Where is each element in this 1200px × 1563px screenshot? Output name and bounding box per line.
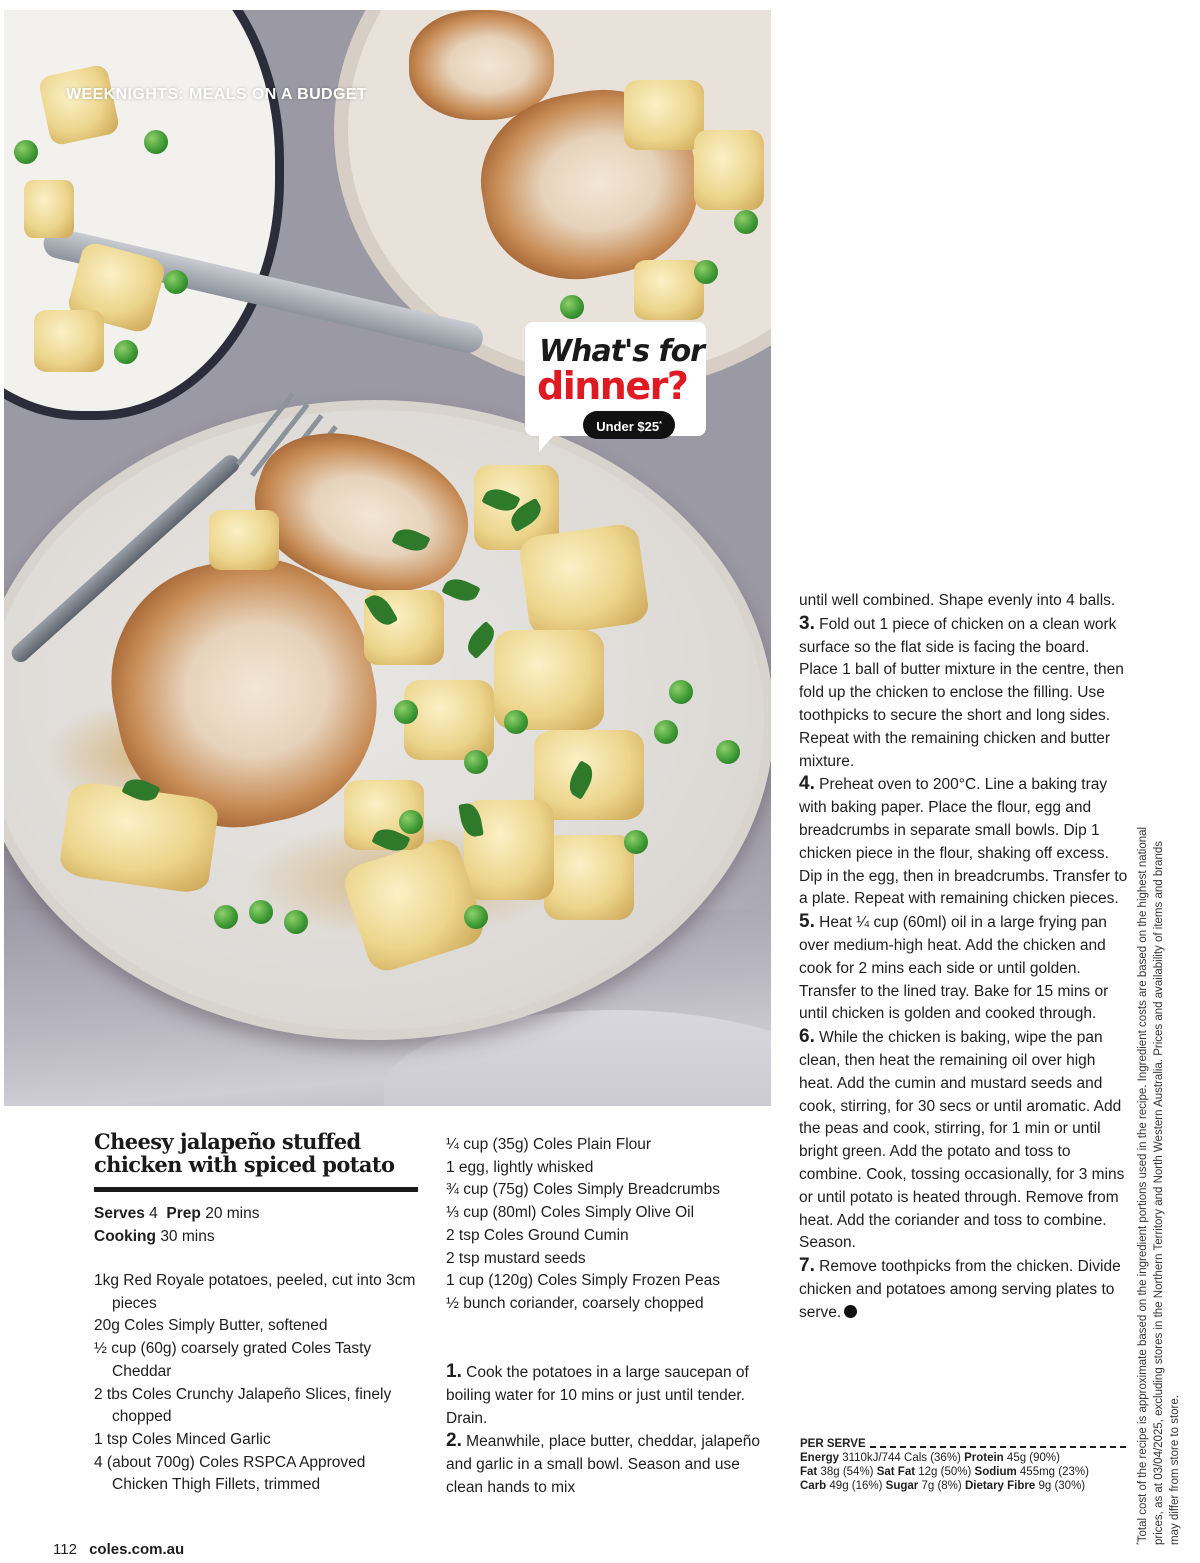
nutrient-label: Carb	[800, 1480, 827, 1492]
price-pill	[583, 411, 675, 439]
serves-label: Serves	[94, 1205, 145, 1222]
pea	[214, 905, 238, 929]
step-text: Fold out 1 piece of chicken on a clean work surface so the flat side is facing the board. Place 1 ball of butter mixture in the centre, then fold up the chicken to enclose the filling. Use toothpicks to secure the short and long sides. Repeat with the remaining chicken and butter mixture.	[799, 615, 1124, 770]
pea	[249, 900, 273, 924]
badge-line-2: dinner?	[537, 364, 688, 408]
nutrient-value: 455mg (23%)	[1019, 1466, 1089, 1478]
nutrition-panel	[800, 1437, 1126, 1493]
site-link[interactable]: coles.com.au	[89, 1541, 185, 1558]
pea	[624, 830, 648, 854]
potato-piece	[34, 310, 104, 372]
pea	[694, 260, 718, 284]
nutrition-heading	[800, 1437, 1126, 1451]
nutrient-value: 49g (16%)	[829, 1480, 883, 1492]
pea	[394, 700, 418, 724]
pea	[114, 340, 138, 364]
nutrition-heading-label: PER SERVE	[800, 1438, 866, 1450]
ingredient-item: 1 egg, lightly whisked	[446, 1158, 594, 1176]
ingredient-item: 20g Coles Simply Butter, softened	[94, 1317, 328, 1335]
ingredient-item: ½ bunch coriander, coarsely chopped	[446, 1294, 704, 1312]
pea	[716, 740, 740, 764]
step-text: Remove toothpicks from the chicken. Divide chicken and potatoes among serving plates to serve.	[799, 1258, 1121, 1321]
method-column-1	[446, 1361, 776, 1500]
nutrient-label: Energy	[800, 1452, 839, 1464]
step-text: Cook the potatoes in a large saucepan of boiling water for 10 mins or just until tender. Drain.	[446, 1364, 749, 1427]
ingredient-item: 1kg Red Royale potatoes, peeled, cut into 3cm pieces	[94, 1272, 416, 1312]
nutrition-row-1	[800, 1451, 1126, 1465]
badge-line-1: What's for	[539, 334, 704, 369]
ingredients-list-2	[446, 1134, 786, 1316]
pea	[464, 905, 488, 929]
page-footer	[53, 1541, 184, 1558]
price-pill-mark: *	[659, 421, 662, 428]
potato-piece	[37, 63, 120, 146]
pea	[464, 750, 488, 774]
pea	[399, 810, 423, 834]
pea	[654, 720, 678, 744]
meta-row-1	[94, 1202, 259, 1225]
ingredient-item: ¾ cup (75g) Coles Simply Breadcrumbs	[446, 1181, 720, 1199]
price-disclaimer	[1132, 825, 1183, 1545]
recipe-title: Cheesy jalapeño stuffed chicken with spiced potato	[94, 1129, 395, 1177]
pea	[144, 130, 168, 154]
stuffed-chicken-slice	[409, 10, 554, 120]
nutrition-row-2	[800, 1465, 1126, 1479]
nutrient-label: Dietary Fibre	[964, 1480, 1036, 1492]
step-number: 5.	[799, 911, 815, 933]
step-number: 7.	[799, 1255, 815, 1277]
title-rule	[94, 1187, 418, 1192]
ingredient-item: 1 cup (120g) Coles Simply Frozen Peas	[446, 1272, 720, 1290]
potato-piece	[209, 510, 279, 570]
method-step-6	[799, 1026, 1129, 1255]
nutrient-value: 9g (30%)	[1038, 1480, 1086, 1492]
step-number: 6.	[799, 1026, 815, 1048]
method-step-5	[799, 911, 1129, 1026]
pea	[560, 295, 584, 319]
pea	[284, 910, 308, 934]
pea	[734, 210, 758, 234]
section-kicker: WEEKNIGHTS: MEALS ON A BUDGET	[66, 86, 368, 103]
disclaimer-mark: *	[1136, 1542, 1143, 1545]
ingredients-list-1	[94, 1270, 424, 1497]
ingredient-item: ¼ cup (35g) Coles Plain Flour	[446, 1136, 652, 1153]
nutrient-label: Sugar	[885, 1480, 919, 1492]
nutrient-label: Fat	[800, 1466, 818, 1478]
whats-for-dinner-badge	[525, 322, 706, 436]
prep-value: 20 mins	[205, 1205, 260, 1222]
meta-row-2	[94, 1225, 259, 1248]
cooking-value: 30 mins	[160, 1228, 215, 1245]
step-text: Preheat oven to 200°C. Line a baking tray with baking paper. Place the flour, egg and breadcrumbs in separate small bowls. Dip 1 chicken piece in the flour, shaking off excess. Dip in the egg, then in breadcrumbs. Transfer to a plate. Repeat with remaining chicken pieces.	[799, 776, 1128, 908]
serves-value: 4	[149, 1205, 158, 1222]
pea	[669, 680, 693, 704]
method-step-3	[799, 613, 1129, 774]
nutrient-label: Sat Fat	[876, 1466, 916, 1478]
nutrient-value: 12g (50%)	[918, 1466, 972, 1478]
method-column-2	[799, 590, 1129, 1325]
potato-piece	[518, 522, 651, 638]
ingredient-item: ½ cup (60g) coarsely grated Coles Tasty Cheddar	[94, 1340, 372, 1380]
ingredient-item: 2 tbs Coles Crunchy Jalapeño Slices, finely chopped	[94, 1385, 392, 1426]
step-text: Meanwhile, place butter, cheddar, jalapeño and garlic in a small bowl. Season and use clean hands to mix	[446, 1433, 761, 1496]
recipe-meta	[94, 1202, 259, 1248]
ingredient-item: 2 tsp mustard seeds	[446, 1249, 586, 1267]
hero-food-photo	[4, 10, 771, 1106]
potato-piece	[24, 180, 74, 238]
nutrient-value: 7g (8%)	[921, 1480, 962, 1492]
ingredient-item: 4 (about 700g) Coles RSPCA Approved Chicken Thigh Fillets, trimmed	[94, 1453, 366, 1494]
step-text: Heat ¼ cup (60ml) oil in a large frying pan over medium-high heat. Add the chicken and cook for 2 mins each side or until golden. Transfer to the lined tray. Bake for 15 mins or until chicken is golden and cooked through.	[799, 914, 1109, 1023]
potato-piece	[404, 680, 494, 760]
nutrition-row-3	[800, 1479, 1126, 1493]
nutrient-value: 38g (54%)	[820, 1466, 874, 1478]
ingredient-item: 2 tsp Coles Ground Cumin	[446, 1226, 629, 1244]
method-step-2	[446, 1430, 776, 1499]
method-step-7	[799, 1255, 1129, 1324]
step-number: 3.	[799, 612, 815, 634]
page-number: 112	[53, 1541, 77, 1558]
nutrient-value: 45g (90%)	[1006, 1452, 1060, 1464]
step-text: While the chicken is baking, wipe the pan clean, then heat the remaining oil over high heat. Add the cumin and mustard seeds and cook, stirring, for 30 secs or until aromatic. Add the peas and cook, stirring, for 1 min or until bright green. Add the potato and toss to combine. Cook, tossing occasionally, for 3 mins or until potato is heated through. Remove from heat. Add the coriander and toss to combine. Season.	[799, 1029, 1125, 1252]
potato-piece	[544, 835, 634, 920]
nutrient-label: Sodium	[974, 1466, 1017, 1478]
step-number: 2.	[446, 1430, 462, 1452]
step-number: 4.	[799, 773, 815, 795]
ingredient-item: 1 tsp Coles Minced Garlic	[94, 1430, 271, 1448]
pea	[164, 270, 188, 294]
end-of-recipe-dot-icon	[844, 1305, 857, 1318]
method-step-4	[799, 773, 1129, 911]
disclaimer-text: Total cost of the recipe is approximate based on the ingredient portions used in the recipe. Ingredient costs are based on the highest national prices, as at 03/04/2025, excluding stores in the Northern Territory and North Western Australia. Prices and availability of items and brands may differ from store to store.	[1136, 826, 1181, 1545]
cooking-label: Cooking	[94, 1228, 156, 1245]
step-number: 1.	[446, 1361, 462, 1382]
price-pill-label: Under $25	[596, 419, 660, 434]
nutrient-label: Protein	[964, 1452, 1004, 1464]
ingredient-item: ⅓ cup (80ml) Coles Simply Olive Oil	[446, 1204, 695, 1222]
pea	[14, 140, 38, 164]
nutrient-value: 3110kJ/744 Cals (36%)	[842, 1452, 961, 1464]
dashed-rule	[870, 1440, 1126, 1448]
pea	[504, 710, 528, 734]
method-step-1	[446, 1361, 776, 1430]
prep-label: Prep	[166, 1205, 201, 1222]
potato-piece	[624, 80, 704, 150]
potato-piece	[694, 130, 764, 210]
method-step-2-continued: until well combined. Shape evenly into 4 balls.	[799, 592, 1116, 609]
